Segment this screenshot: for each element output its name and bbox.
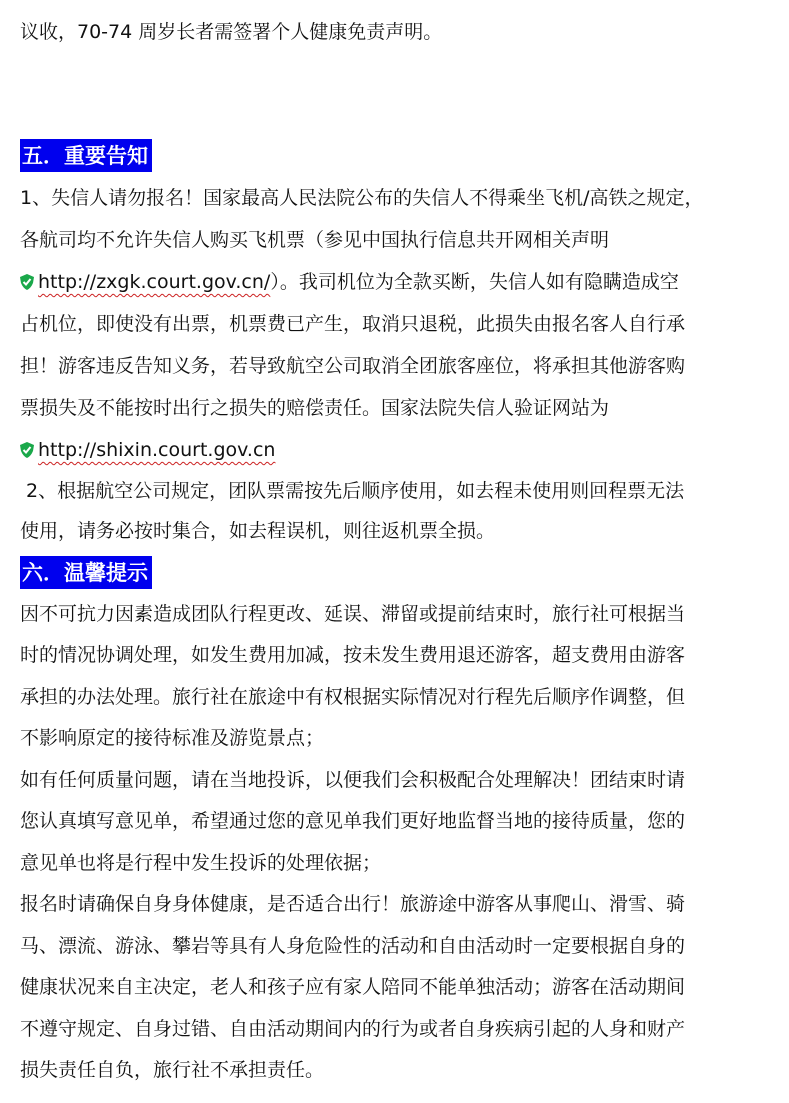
text-line: 时的情况协调处理，如发生费用加减，按未发生费用退还游客，超支费用由游客: [20, 644, 686, 666]
shield-check-icon: [20, 442, 34, 458]
text-line: 意见单也将是行程中发生投诉的处理依据；: [20, 852, 382, 874]
text-line: 票损失及不能按时出行之损失的赔偿责任。国家法院失信人验证网站为: [20, 397, 610, 419]
text-line: 报名时请确保自身身体健康，是否适合出行！旅游途中游客从事爬山、滑雪、骑: [20, 893, 686, 915]
text-line: 2、根据航空公司规定，团队票需按先后顺序使用，如去程未使用则回程票无法: [20, 480, 685, 502]
text-line: 马、漂流、游泳、攀岩等具有人身危险性的活动和自由活动时一定要根据自身的: [20, 935, 686, 957]
text-line: 各航司均不允许失信人购买飞机票（参见中国执行信息共开网相关声明: [20, 229, 610, 251]
text-line-with-link: [20, 430, 772, 470]
section-heading-tips: 六．温馨提示: [20, 556, 152, 589]
text-line: 因不可抗力因素造成团队行程更改、延误、滞留或提前结束时，旅行社可根据当: [20, 603, 686, 625]
text-line: 承担的办法处理。旅行社在旅途中有权根据实际情况对行程先后顺序作调整，但: [20, 686, 686, 708]
text-line: 1、失信人请勿报名！国家最高人民法院公布的失信人不得乘坐飞机/高铁之规定，: [20, 187, 704, 209]
shield-check-icon: [20, 274, 34, 290]
link-shixin[interactable]: http://shixin.court.gov.cn: [38, 439, 276, 461]
text-line: 占机位，即使没有出票，机票费已产生，取消只退税，此损失由报名客人自行承: [20, 313, 686, 335]
text-line: 担！游客违反告知义务，若导致航空公司取消全团旅客座位，将承担其他游客购: [20, 355, 686, 377]
text-line: 不遵守规定、自身过错、自由活动期间内的行为或者自身疾病引起的人身和财产: [20, 1018, 686, 1040]
section-heading-important-notice: 五．重要告知: [20, 139, 152, 172]
text-line-with-link: [20, 262, 772, 302]
text-line: 您认真填写意见单，希望通过您的意见单我们更好地监督当地的接待质量，您的: [20, 810, 686, 832]
text-line: 损失责任自负，旅行社不承担责任。: [20, 1059, 325, 1081]
link-zxgk[interactable]: http://zxgk.court.gov.cn/: [38, 271, 271, 293]
text-line: 如有任何质量问题，请在当地投诉，以便我们会积极配合处理解决！团结束时请: [20, 769, 686, 791]
text-line: 健康状况来自主决定，老人和孩子应有家人陪同不能单独活动；游客在活动期间: [20, 976, 686, 998]
text-line: 不影响原定的接待标准及游览景点；: [20, 727, 325, 749]
text-line: 议收，70-74 周岁长者需签署个人健康免责声明。: [20, 21, 443, 43]
text-line: 使用，请务必按时集合，如去程误机，则往返机票全损。: [20, 520, 496, 542]
text-after-link: ）。我司机位为全款买断，失信人如有隐瞒造成空: [270, 271, 679, 293]
